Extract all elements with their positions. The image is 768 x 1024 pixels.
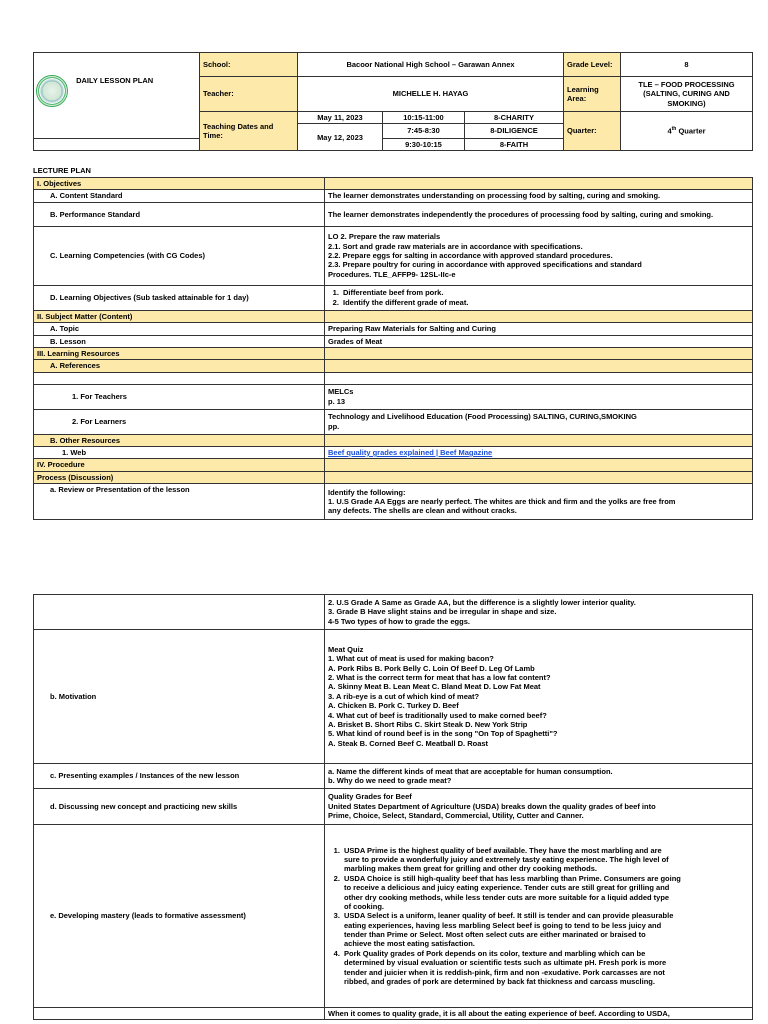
- time-2: 7:45-8:30: [383, 124, 465, 138]
- resources-heading: III. Learning Resources: [34, 347, 325, 359]
- for-teachers-label: 1. For Teachers: [34, 384, 325, 409]
- motivation: Meat Quiz 1. What cut of meat is used for making bacon? A. Pork Ribs B. Pork Belly C. Loin Of Beef D. Leg Of Lamb 2. What is the correct term for meat that has a low fat content? A. Skinny Meat B. Lean Meat C. Bland Meat D. Low Fat Meat 3. A rib-eye is a cut of which kind of meat? A. Chicken B. Pork C. Turkey D. Beef 4. What cut of beef is traditionally used to make corned beef? A. Brisket B. Short Ribs C. Skirt Steak D. New York Strip 5. What kind of round beef is in the song "On Top of Spaghetti"? A. Steak B. Corned Beef C. Meatball D. Roast: [325, 630, 753, 764]
- for-learners: Technology and Livelihood Education (Food Processing) SALTING, CURING,SMOKING pp.: [325, 409, 753, 434]
- other-resources-heading: B. Other Resources: [34, 434, 325, 446]
- web-link[interactable]: Beef quality grades explained | Beef Magazine: [328, 448, 493, 457]
- references-heading: A. References: [34, 360, 325, 372]
- process-heading: Process (Discussion): [34, 471, 325, 483]
- lecture-plan-heading: LECTURE PLAN: [33, 166, 91, 175]
- lesson-table: [33, 177, 753, 520]
- presenting-label: c. Presenting examples / Instances of the new lesson: [34, 764, 325, 789]
- motivation-label: b. Motivation: [34, 630, 325, 764]
- school-name: Bacoor National High School – Garawan Annex: [298, 53, 564, 77]
- perf-std-label: B. Performance Standard: [34, 202, 325, 226]
- presenting: a. Name the different kinds of meat that are acceptable for human consumption. b. Why do we need to grade meat?: [325, 764, 753, 789]
- comp-label: C. Learning Competencies (with CG Codes): [34, 226, 325, 285]
- topic-label: A. Topic: [34, 323, 325, 335]
- grade-value: 8: [621, 53, 753, 77]
- for-learners-label: 2. For Learners: [34, 409, 325, 434]
- discussing: Quality Grades for Beef United States Department of Agriculture (USDA) breaks down the quality grades of beef into Prime, Choice, Select, Standard, Commercial, Utility, Cutter and Canner.: [325, 789, 753, 825]
- teacher-label: Teacher:: [200, 77, 298, 112]
- review-continued: 2. U.S Grade A Same as Grade AA, but the difference is a slightly lower interior quality. 3. Grade B Have slight stains and be irregular in shape and size. 4-5 Two types of how to grade the eggs.: [325, 595, 753, 630]
- date-2: May 12, 2023: [298, 124, 383, 151]
- school-label: School:: [200, 53, 298, 77]
- subject-heading: II. Subject Matter (Content): [34, 310, 325, 322]
- procedure-heading: IV. Procedure: [34, 459, 325, 471]
- learning-objectives: 1. Differentiate beef from pork. 2. Identify the different grade of meat.: [325, 285, 753, 310]
- perf-std: The learner demonstrates independently the procedures of processing food by salting, curing and smoking.: [325, 202, 753, 226]
- mastery: 1. USDA Prime is the highest quality of beef available. They have the most marbling and are sure to provide a wonderfully juicy and extremely tasty eating experience. The high level of marbling makes them great for grilling and other dry cooking methods. 2. USDA Choice is still high-quality beef that has less marbling than Prime. Consumers are going to receive a delicious and juicy eating experience. Tender cuts are still great for grilling and other dry cooking methods, while less tender cuts are more suitable for a liquid added type of cooking. 3. USDA Select is a uniform, leaner quality of beef. It still is tender and can provide pleasurable eating experiences, having less marbling Select beef is going to tend to be less juicy and tender than Prime or Select. Most often select cuts are either marinated or braised to achieve the most eating satisfaction. 4. Pork Quality grades of Pork depends on its color, texture and marbling which can be determined by visual evaluation or scientific tests such as ultimate pH. Fresh pork is more tender and juicier when it is reddish-pink, firm and non -exudative. Pork carcasses are not ribbed, and grades of pork are determined by back fat thickness and carcass muscling.: [325, 825, 753, 1008]
- review: Identify the following: 1. U.S Grade AA Eggs are nearly perfect. The whites are thick and firm and the yolks are free from any defects. The shells are clean and without cracks.: [325, 484, 753, 520]
- grade-label: Grade Level:: [564, 53, 621, 77]
- quarter-label: Quarter:: [564, 112, 621, 151]
- area-value: TLE – FOOD PROCESSING (SALTING, CURING AND SMOKING): [621, 77, 753, 112]
- discussing-label: d. Discussing new concept and practicing new skills: [34, 789, 325, 825]
- lesson-label: B. Lesson: [34, 335, 325, 347]
- competencies: LO 2. Prepare the raw materials 2.1. Sort and grade raw materials are in accordance with specifications. 2.2. Prepare eggs for salting in accordance with approved standard procedures. 2.3. Prepare poultry for curing in accordance with approved specifications and standard Procedures. TLE_AFFP9- 12SL-IIc-e: [325, 226, 753, 285]
- date-1: May 11, 2023: [298, 112, 383, 124]
- lesson: Grades of Meat: [325, 335, 753, 347]
- lobj-label: D. Learning Objectives (Sub tasked attainable for 1 day): [34, 285, 325, 310]
- quality-grade-intro: When it comes to quality grade, it is all about the eating experience of beef. According to USDA,: [325, 1008, 753, 1020]
- section-3: 8-FAITH: [465, 138, 564, 150]
- objectives-heading: I. Objectives: [34, 178, 325, 190]
- plan-title: DAILY LESSON PLAN: [76, 75, 154, 85]
- section-1: 8-CHARITY: [465, 112, 564, 124]
- content-std: The learner demonstrates understanding on processing food by salting, curing and smoking.: [325, 190, 753, 202]
- review-label: a. Review or Presentation of the lesson: [34, 484, 325, 520]
- area-label: Learning Area:: [564, 77, 621, 112]
- section-2: 8-DILIGENCE: [465, 124, 564, 138]
- web-label: 1. Web: [34, 447, 325, 459]
- topic: Preparing Raw Materials for Salting and Curing: [325, 323, 753, 335]
- deped-seal-icon: [36, 75, 68, 107]
- header-logo-cell: [34, 53, 200, 139]
- content-std-label: A. Content Standard: [34, 190, 325, 202]
- time-1: 10:15-11:00: [383, 112, 465, 124]
- lesson-table-continued: [33, 594, 753, 1020]
- dates-label: Teaching Dates and Time:: [200, 112, 298, 151]
- mastery-label: e. Developing mastery (leads to formative assessment): [34, 825, 325, 1008]
- for-teachers: MELCs p. 13: [325, 384, 753, 409]
- time-3: 9:30-10:15: [383, 138, 465, 150]
- teacher-name: MICHELLE H. HAYAG: [298, 77, 564, 112]
- quarter-value: 4th Quarter: [621, 112, 753, 151]
- header-table: [33, 52, 753, 151]
